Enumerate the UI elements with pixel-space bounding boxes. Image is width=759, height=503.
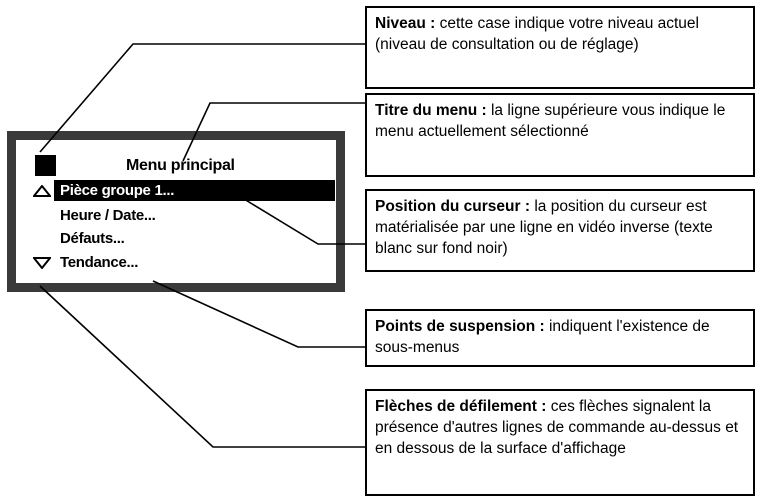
callout-level-text: cette case indique votre niveau actuel (niveau de consultation ou de réglage) [375, 15, 699, 53]
menu-item: Défauts... [60, 230, 125, 247]
callout-scroll-arrows-text: ces flèches signalent la présence d'autres lignes de commande au-dessus et en dessous de la surface d'affichage [375, 398, 739, 457]
callout-scroll-arrows-title: Flèches de défilement : [375, 398, 547, 415]
callout-cursor [365, 189, 755, 272]
menu-item: Tendance... [60, 254, 139, 271]
leader-line-level [40, 44, 365, 152]
callout-scroll-arrows [365, 389, 755, 496]
leader-line-cursor [244, 199, 365, 244]
leader-line-title [183, 103, 365, 161]
callout-level-title: Niveau : [375, 15, 436, 32]
callout-cursor-text: la position du curseur est matérialisée par une ligne en vidéo inverse (texte blanc sur fond noir) [375, 198, 713, 257]
callout-ellipsis-text: indiquent l'existence de sous-menus [375, 318, 710, 356]
callout-ellipsis [365, 309, 755, 367]
callout-cursor-title: Position du curseur : [375, 198, 531, 215]
callout-menu-title [365, 93, 755, 177]
callout-menu-title-text: la ligne supérieure vous indique le menu actuellement sélectionné [375, 102, 726, 140]
callout-menu-title-title: Titre du menu : [375, 102, 487, 119]
menu-title: Menu principal [126, 157, 235, 174]
leader-line-ellipsis [153, 281, 365, 347]
leader-line-arrows [40, 286, 365, 447]
callout-level [365, 6, 755, 89]
menu-item-selected: Pièce groupe 1... [54, 180, 335, 201]
callout-ellipsis-title: Points de suspension : [375, 318, 545, 335]
menu-item: Heure / Date... [60, 207, 156, 224]
